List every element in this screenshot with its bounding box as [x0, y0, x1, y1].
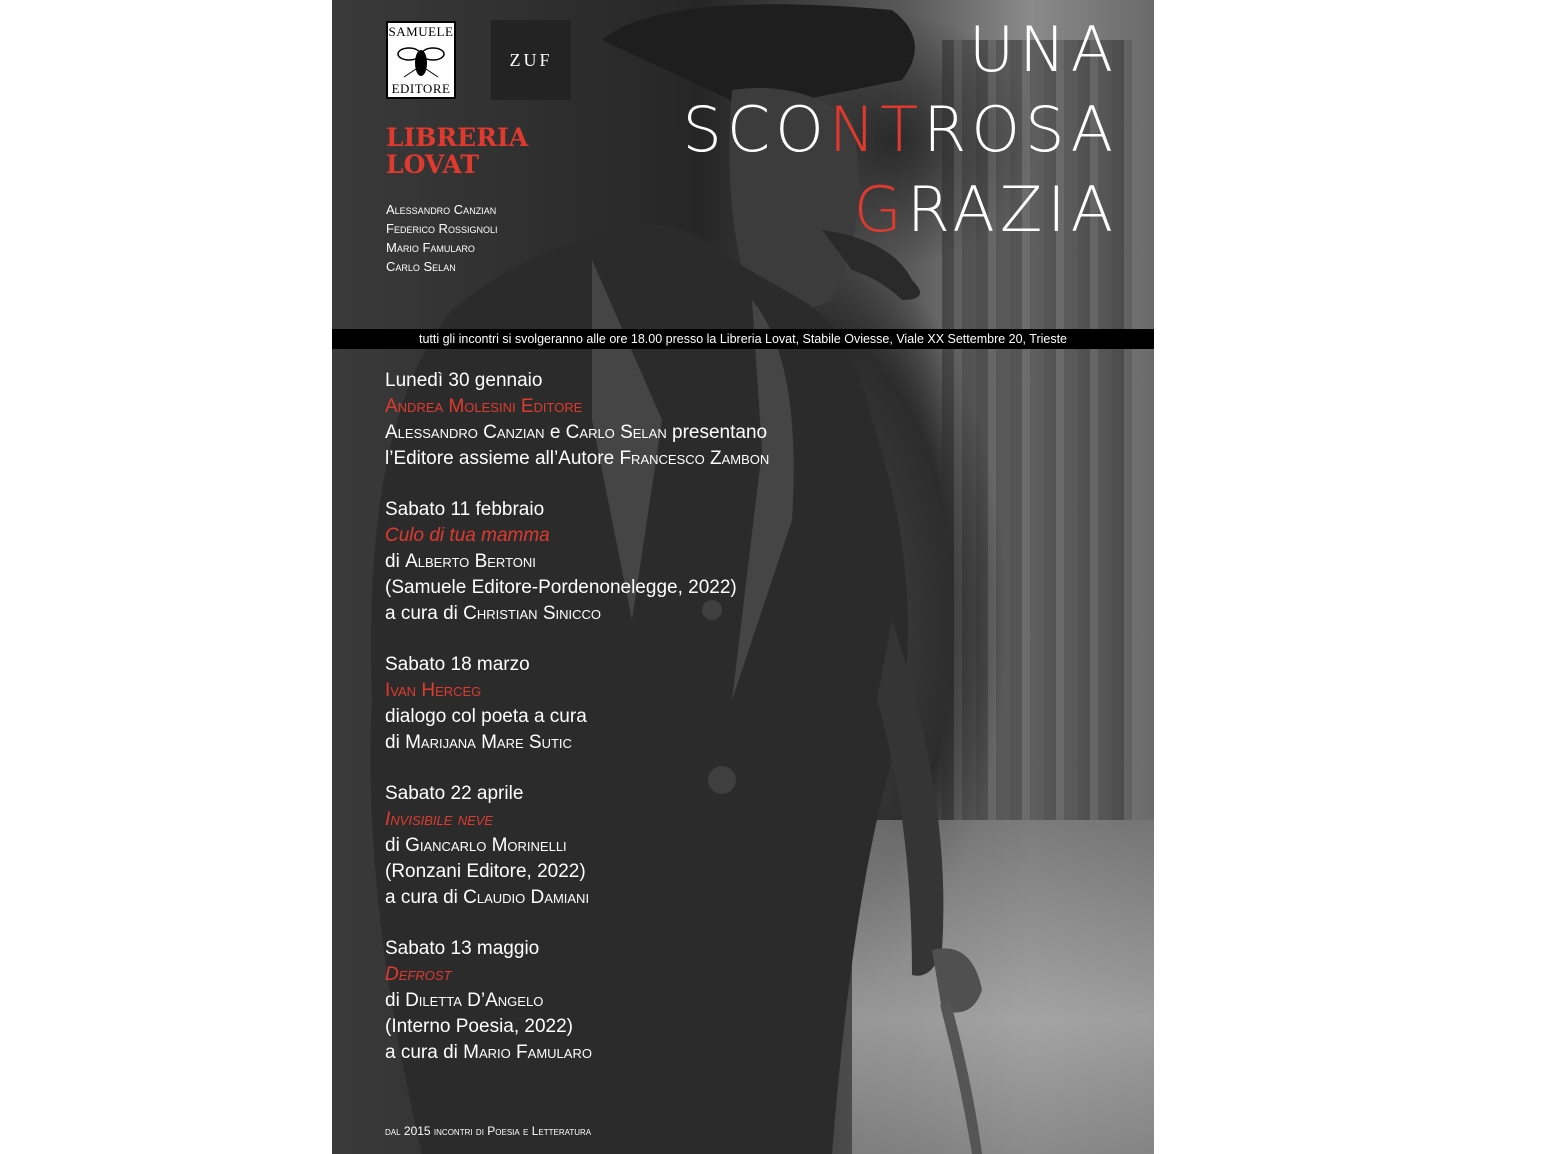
event-author: di Alberto Bertoni	[385, 551, 536, 572]
event-publisher: (Ronzani Editore, 2022)	[385, 861, 586, 882]
event-line: dialogo col poeta a cura	[385, 706, 587, 727]
event-date: Sabato 11 febbraio	[385, 499, 545, 520]
event-curator: a cura di Mario Famularo	[385, 1042, 592, 1063]
event-publisher: (Samuele Editore-Pordenonelegge, 2022)	[385, 577, 737, 598]
event-item	[385, 497, 769, 627]
event-item	[385, 652, 769, 756]
libreria-line1: LIBRERIA	[386, 123, 529, 152]
curators-list	[386, 200, 497, 276]
events-list	[385, 368, 769, 1091]
venue-banner: tutti gli incontri si svolgeranno alle ore 18.00 presso la Libreria Lovat, Stabile Oviesse, Viale XX Settembre 20, Trieste	[332, 329, 1154, 349]
event-date: Sabato 13 maggio	[385, 938, 540, 959]
event-subject: Culo di tua mamma	[385, 525, 550, 546]
bee-icon	[396, 39, 446, 81]
event-item	[385, 781, 769, 911]
event-item	[385, 368, 769, 472]
event-line: l’Editore assieme all’Autore Francesco Zambon	[385, 448, 770, 469]
title-line1: UNA	[968, 13, 1118, 86]
event-publisher: (Interno Poesia, 2022)	[385, 1016, 574, 1037]
event-line: Alessandro Canzian e Carlo Selan presentano	[385, 422, 768, 443]
event-subject: Ivan Herceg	[385, 680, 482, 701]
event-subject: Andrea Molesini Editore	[385, 396, 583, 417]
event-author: di Diletta D’Angelo	[385, 990, 544, 1011]
event-item	[385, 936, 769, 1066]
curator-name: Federico Rossignoli	[386, 221, 498, 236]
title-line3: GRAZIA	[853, 173, 1118, 246]
event-subject: Invisibile neve	[385, 809, 494, 830]
event-poster	[332, 0, 1154, 1154]
zuf-logo: ZUF	[491, 20, 571, 100]
event-curator: a cura di Christian Sinicco	[385, 603, 601, 624]
event-date: Lunedì 30 gennaio	[385, 370, 543, 391]
poster-footer: dal 2015 incontri di Poesia e Letteratura	[385, 1124, 592, 1138]
poster-title	[682, 10, 1118, 250]
curator-name: Mario Famularo	[386, 240, 475, 255]
event-date: Sabato 22 aprile	[385, 783, 524, 804]
event-subject: Defrost	[385, 964, 452, 985]
event-date: Sabato 18 marzo	[385, 654, 530, 675]
curator-name: Alessandro Canzian	[386, 202, 497, 217]
curator-name: Carlo Selan	[386, 259, 456, 274]
title-line2: SCONTROSA	[682, 93, 1118, 166]
samuele-logo-bottom-text: EDITORE	[391, 81, 451, 96]
samuele-editore-logo	[386, 21, 456, 99]
samuele-logo-top-text: SAMUELE	[388, 24, 454, 39]
libreria-line2: LOVAT	[386, 150, 480, 179]
event-curator: di Marijana Mare Sutic	[385, 732, 572, 753]
event-author: di Giancarlo Morinelli	[385, 835, 567, 856]
event-curator: a cura di Claudio Damiani	[385, 887, 590, 908]
libreria-lovat-logo	[386, 124, 528, 178]
